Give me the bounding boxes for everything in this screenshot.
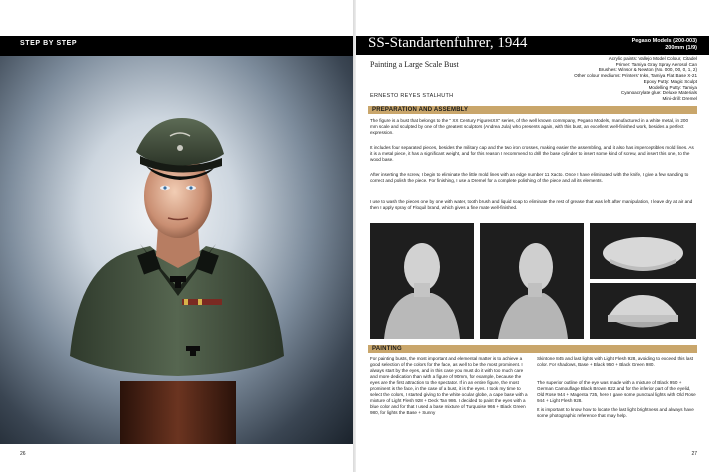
materials-item: Epoxy Putty: Magic Sculpt xyxy=(643,78,697,84)
bust-illustration xyxy=(0,56,354,444)
materials-item: Modelling Putty: Tamiya xyxy=(648,84,697,90)
primed-cap-photo-top xyxy=(590,223,696,279)
primed-bust-photos xyxy=(370,223,696,339)
materials-item: Primer: Tamiya Gray Spray Aerosol Can xyxy=(615,61,697,67)
page-number-left: 26 xyxy=(20,451,26,457)
publisher-line-1: Pegaso Models (200-003) xyxy=(631,38,697,44)
primed-bust-photo-front xyxy=(370,223,474,339)
paragraph: The figure is a bust that belongs to the " XX Century FiguresXX" series, of the well known commpany, Pegaso Models, manufactured in a white metal, in 200 mm scale and sculpted by one of the greatest sculptors (Andrea Jula) who presents again, with this bust, an excellent well-finished work, besides a perfect expression. xyxy=(370,118,689,135)
paragraph: It includes four separated pieces, besides the military cap and the two iron crosses, making easier the assembling, and it also has imperceptibles mold lines. As it is a metal piece, it has a significant weight, and for this reason I recommend to drill the base cylinder to insert some kind of screw, and insert this one, to the wood base. xyxy=(370,145,694,162)
materials-item: Brushes: Winsor & Newton (No. 000, 00, 0, 1, 2) xyxy=(598,67,697,73)
publisher-info xyxy=(632,38,697,52)
paragraph: I use to wash the pieces one by one with water, tooth brush and liquid soap to eliminate the rest of grease that was left after manipulation, I leave dry at air and then I apply spray of Floquil brand, which gives a fine mate well-finished. xyxy=(370,199,693,210)
author-name: ERNESTO REYES STALHUTH xyxy=(370,93,454,99)
page-number-right: 27 xyxy=(691,451,697,457)
primed-cap-top-illustration xyxy=(590,223,696,279)
materials-item: Acrylic paints: Vallejo Model Colour, Citadel xyxy=(608,56,697,61)
primed-cap-side-illustration xyxy=(590,283,696,339)
publisher-line-2: 200mm (1/9) xyxy=(665,45,697,51)
right-page xyxy=(356,0,709,472)
article-title: SS-Standartenfuhrer, 1944 xyxy=(368,35,528,51)
section-heading-painting: PAINTING xyxy=(372,346,402,352)
article-subtitle: Painting a Large Scale Bust xyxy=(370,60,459,69)
left-page xyxy=(0,0,354,472)
primed-bust-front-illustration xyxy=(370,223,474,339)
section-bar-painting xyxy=(368,345,697,353)
painting-column-right-middle: The superior outline of the eye was made with a mixture of Black 950 + German Camouflage Black Brown 822 and for the inferior part of the eyelid, Old Rose 944 + Magenta 735, here I gave some punctual lights with Old Rose 944 + Light Flesh 928. xyxy=(537,380,696,403)
primed-bust-photo-side xyxy=(480,223,584,339)
materials-item: Other colour mediums: Printers' Inks, Tamiya Flat Base X-21 xyxy=(574,73,697,79)
materials-item: Mini-drill: Dremel xyxy=(662,95,697,101)
primed-cap-photo-side xyxy=(590,283,696,339)
section-heading-preparation: PREPARATION AND ASSEMBLY xyxy=(372,107,469,113)
painting-column-right-top: Skintone 845 and last lights with Light Flesh 928, avoiding to exceed this last color. For shadows, Base + Black 950 + Black Green 980. xyxy=(537,356,694,367)
painting-column-right-bottom: It is important to know how to locate the last light brightness and always have some photographic reference that may help. xyxy=(537,407,694,418)
step-by-step-label: STEP BY STEP xyxy=(20,40,78,47)
materials-item: Cyanoacrylate glue: Deluxe Materials xyxy=(620,90,697,96)
materials-list xyxy=(574,56,697,102)
paragraph: After inserting the screw, I begin to eliminate the little mold lines with an edge number 11 Xacto. Once I have eliminated with the knife, I give a few sanding to correct and polish the piece. For finishing, I use a Dremel for a complete polishing of the piece and all its elements. xyxy=(370,172,689,183)
primed-bust-side-illustration xyxy=(480,223,584,339)
bust-photo xyxy=(0,56,354,444)
painting-column-left: For painting busts, the most important and elemental matter is to achieve a good selection of the colors for the face, as well to be the most prominent. I always start by the eyes, and in this case you must do it with too much care and more dedication than with a figure of 90mm, for example, because the eyes are the first attraction to the spectator. If in an entire figure, the most prominent is the face, in the case of a bust, it is the eyes. I took my time to select the colors, I started giving to the white ocular globe, a cape base with a mixture of Light Flesh 928 + Deck Tan 986. I decided to paint the eyes with a blue color and for that I used a base mixture of Turquoise 966 + Black Green 980, for lights the Base + Sunny xyxy=(370,356,528,415)
